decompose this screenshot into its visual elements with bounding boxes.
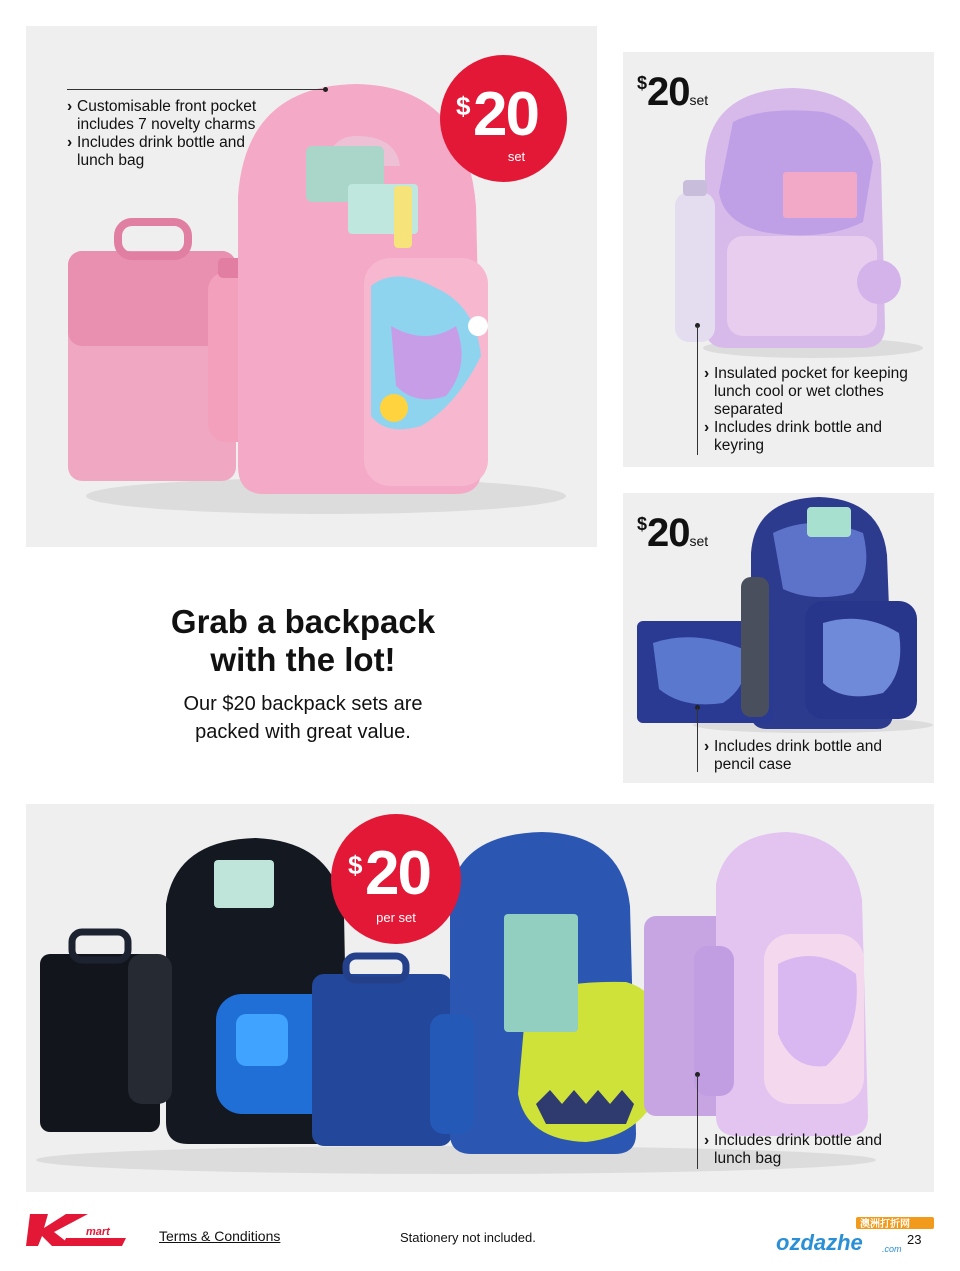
- stationery-note: Stationery not included.: [400, 1230, 536, 1245]
- watermark-text: ozdazhe: [776, 1230, 863, 1255]
- feature-item: › Customisable front pocket includes 7 novelty charms: [67, 98, 257, 134]
- kids-feature-list: [704, 1132, 914, 1168]
- badge-currency: $: [348, 850, 363, 880]
- purple-feature-list: [704, 365, 914, 455]
- price-label: set: [689, 92, 709, 108]
- kmart-logo-text: mart: [86, 1226, 110, 1238]
- feature-item: › Includes drink bottle and lunch bag: [704, 1132, 914, 1168]
- feature-leader-line: [67, 89, 326, 90]
- badge-label: set: [507, 149, 526, 164]
- price-badge: [331, 814, 461, 944]
- tie-dye-feature-list: [704, 738, 914, 774]
- feature-leader-line: [697, 1075, 698, 1169]
- price-label: set: [689, 533, 709, 549]
- page-number: 23: [907, 1232, 922, 1247]
- headline-line: with the lot!: [210, 641, 396, 678]
- subheading-line: Our $20 backpack sets are: [183, 693, 423, 715]
- feature-item: › Includes drink bottle and pencil case: [704, 738, 914, 774]
- price-tag: [637, 511, 708, 556]
- feature-item: › Includes drink bottle and keyring: [704, 419, 914, 455]
- price-amount: 20: [647, 511, 690, 555]
- feature-leader-line: [697, 708, 698, 772]
- promo-headline: [110, 603, 496, 679]
- subheading-line: packed with great value.: [195, 721, 411, 743]
- feature-item: › Includes drink bottle and lunch bag: [67, 134, 257, 170]
- kmart-logo: [26, 1212, 130, 1248]
- feature-leader-line: [697, 326, 698, 455]
- badge-label: per set: [376, 910, 416, 925]
- price-currency: $: [637, 514, 648, 534]
- price-amount: 20: [647, 70, 690, 114]
- watermark-badge: 澳洲打折网: [860, 1219, 910, 1230]
- headline-line: Grab a backpack: [170, 603, 436, 640]
- price-badge: [440, 55, 567, 182]
- main-feature-list: [67, 98, 257, 170]
- feature-item: › Insulated pocket for keeping lunch cool or wet clothes separated: [704, 365, 914, 419]
- badge-currency: $: [456, 91, 471, 121]
- price-currency: $: [637, 73, 648, 93]
- price-tag: [637, 70, 708, 115]
- badge-amount: 20: [365, 839, 430, 908]
- terms-conditions-link[interactable]: Terms & Conditions: [159, 1228, 281, 1244]
- badge-amount: 20: [473, 80, 538, 149]
- watermark-suffix: .com: [882, 1244, 902, 1254]
- promo-subheading: [110, 690, 496, 746]
- feature-leader-dot: [323, 87, 328, 92]
